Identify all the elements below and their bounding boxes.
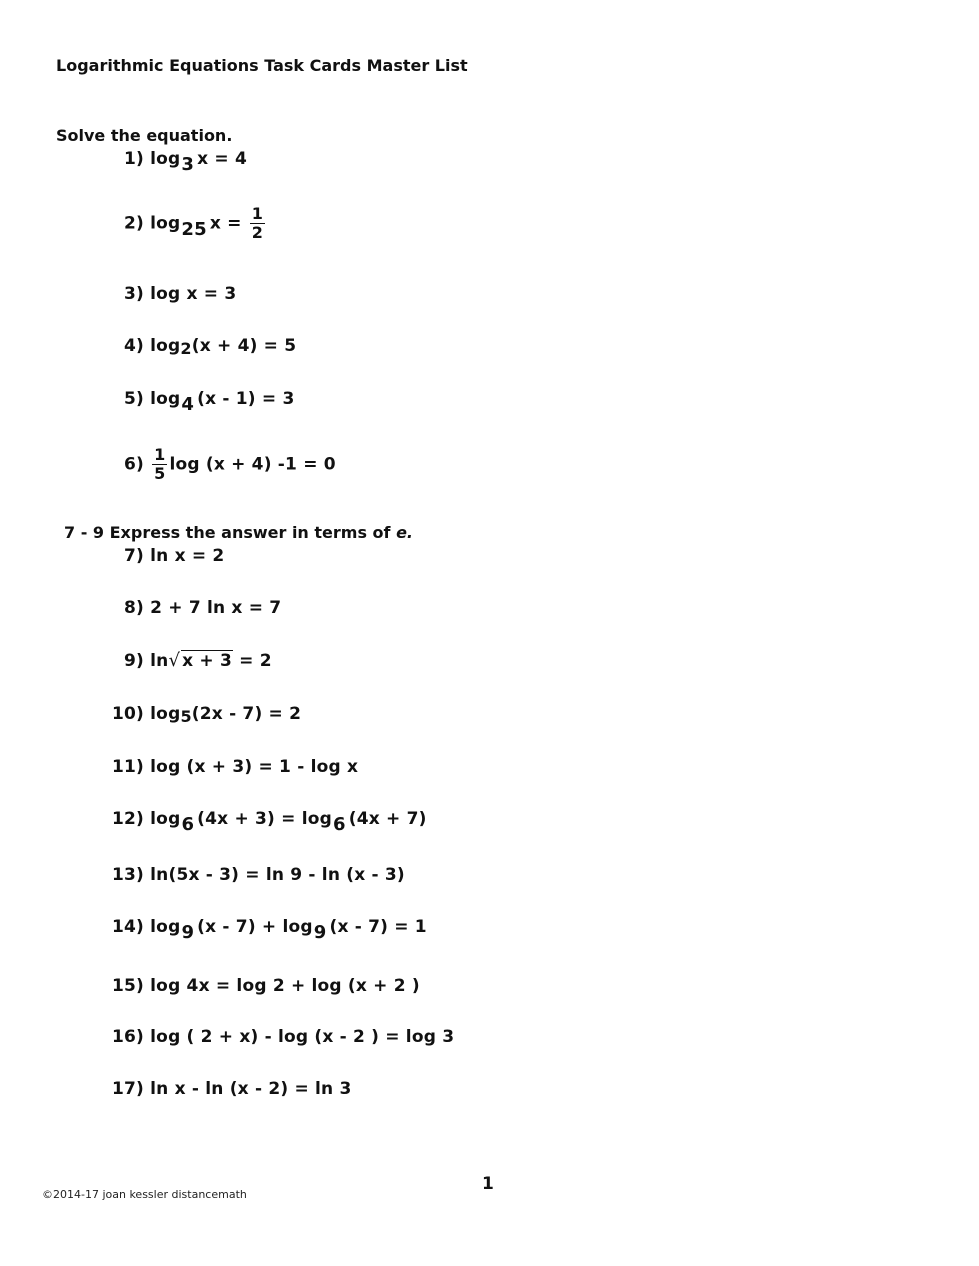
problem-9: [124, 650, 272, 671]
fraction-denominator: 5: [154, 464, 166, 483]
fraction-denominator: 2: [251, 223, 264, 242]
equation-text: ln x = 2: [150, 546, 225, 566]
problem-number: 4): [124, 336, 144, 356]
problem-6: [124, 446, 336, 483]
problem-number: 12): [112, 809, 145, 829]
log-base: 3: [181, 154, 195, 175]
radical-sign-icon: √: [168, 650, 181, 671]
problem-number: 13): [112, 865, 145, 885]
equation-rest: (4x + 7): [348, 809, 427, 829]
problem-number: 15): [112, 976, 145, 996]
problem-14: [112, 916, 427, 943]
problem-number: 1): [124, 149, 144, 169]
equation-rest: (2x - 7) = 2: [191, 704, 302, 724]
problem-number: 14): [112, 917, 145, 937]
problem-1: [124, 148, 248, 175]
problem-number: 11): [112, 757, 145, 777]
ln-text: ln: [150, 651, 169, 671]
log-base: 9: [181, 922, 195, 943]
equation-text: log x = 3: [150, 284, 237, 304]
fraction: [250, 205, 265, 242]
equation-rest: (x - 1) = 3: [197, 389, 295, 409]
log-text: log: [150, 213, 181, 234]
problem-number: 6): [124, 454, 144, 475]
radicand: x + 3: [182, 651, 233, 671]
instruction-variable: e.: [396, 523, 414, 542]
problem-16: [112, 1027, 454, 1047]
fraction-numerator: 1: [251, 204, 264, 223]
problem-number: 5): [124, 389, 144, 409]
problem-12: [112, 808, 427, 835]
problem-10: [112, 704, 301, 724]
equation-rest: = 2: [239, 651, 272, 671]
problem-15: [112, 976, 420, 996]
problem-number: 7): [124, 546, 144, 566]
log-text: log: [150, 809, 181, 829]
problem-8: [124, 598, 281, 618]
log-base: 5: [180, 707, 192, 726]
equation-text: ln x - ln (x - 2) = ln 3: [150, 1079, 352, 1099]
log-base: 6: [181, 814, 195, 835]
log-base-2: 6: [332, 814, 346, 835]
equation-middle: (x - 7) + log: [197, 917, 313, 937]
log-text: log: [150, 336, 181, 356]
equation-text: log (x + 3) = 1 - log x: [150, 757, 359, 777]
problem-number: 9): [124, 651, 144, 671]
equation-text: log 4x = log 2 + log (x + 2 ): [150, 976, 420, 996]
log-base: 4: [181, 394, 195, 415]
problem-5: [124, 388, 295, 415]
problem-13: [112, 865, 405, 885]
problem-number: 2): [124, 213, 144, 234]
problem-17: [112, 1079, 352, 1099]
problem-number: 3): [124, 284, 144, 304]
equation-middle: (4x + 3) = log: [197, 809, 332, 829]
problem-number: 17): [112, 1079, 145, 1099]
equation-text: 2 + 7 ln x = 7: [150, 598, 282, 618]
fraction-numerator: 1: [154, 445, 166, 464]
fraction: [152, 446, 167, 483]
problem-number: 10): [112, 704, 145, 724]
log-text: log: [150, 149, 181, 169]
section1-instruction: Solve the equation.: [56, 126, 233, 145]
equation-rest: x = 4: [197, 149, 248, 169]
page-number: 1: [482, 1174, 494, 1194]
log-text: log: [150, 917, 181, 937]
equation-rest: x =: [209, 213, 242, 234]
log-base: 25: [181, 218, 207, 240]
document-title: Logarithmic Equations Task Cards Master List: [56, 56, 468, 75]
problem-2: [124, 205, 267, 242]
problem-11: [112, 757, 358, 777]
section2-instruction: [64, 523, 413, 542]
equation-rest: (x + 4) = 5: [191, 336, 297, 356]
equation-text: log ( 2 + x) - log (x - 2 ) = log 3: [150, 1027, 455, 1047]
log-text: log: [150, 704, 181, 724]
problem-7: [124, 546, 224, 566]
problem-4: [124, 336, 296, 356]
problem-3: [124, 284, 236, 304]
problem-number: 8): [124, 598, 144, 618]
problem-number: 16): [112, 1027, 145, 1047]
square-root: [168, 650, 233, 671]
equation-rest: log (x + 4) -1 = 0: [169, 454, 336, 475]
equation-text: ln(5x - 3) = ln 9 - ln (x - 3): [150, 865, 405, 885]
copyright-footer: ©2014-17 joan kessler distancemath: [42, 1188, 247, 1201]
log-base-2: 9: [313, 922, 327, 943]
log-base: 2: [180, 339, 192, 358]
log-text: log: [150, 389, 181, 409]
instruction-text: 7 - 9 Express the answer in terms of: [64, 523, 397, 542]
equation-rest: (x - 7) = 1: [329, 917, 427, 937]
